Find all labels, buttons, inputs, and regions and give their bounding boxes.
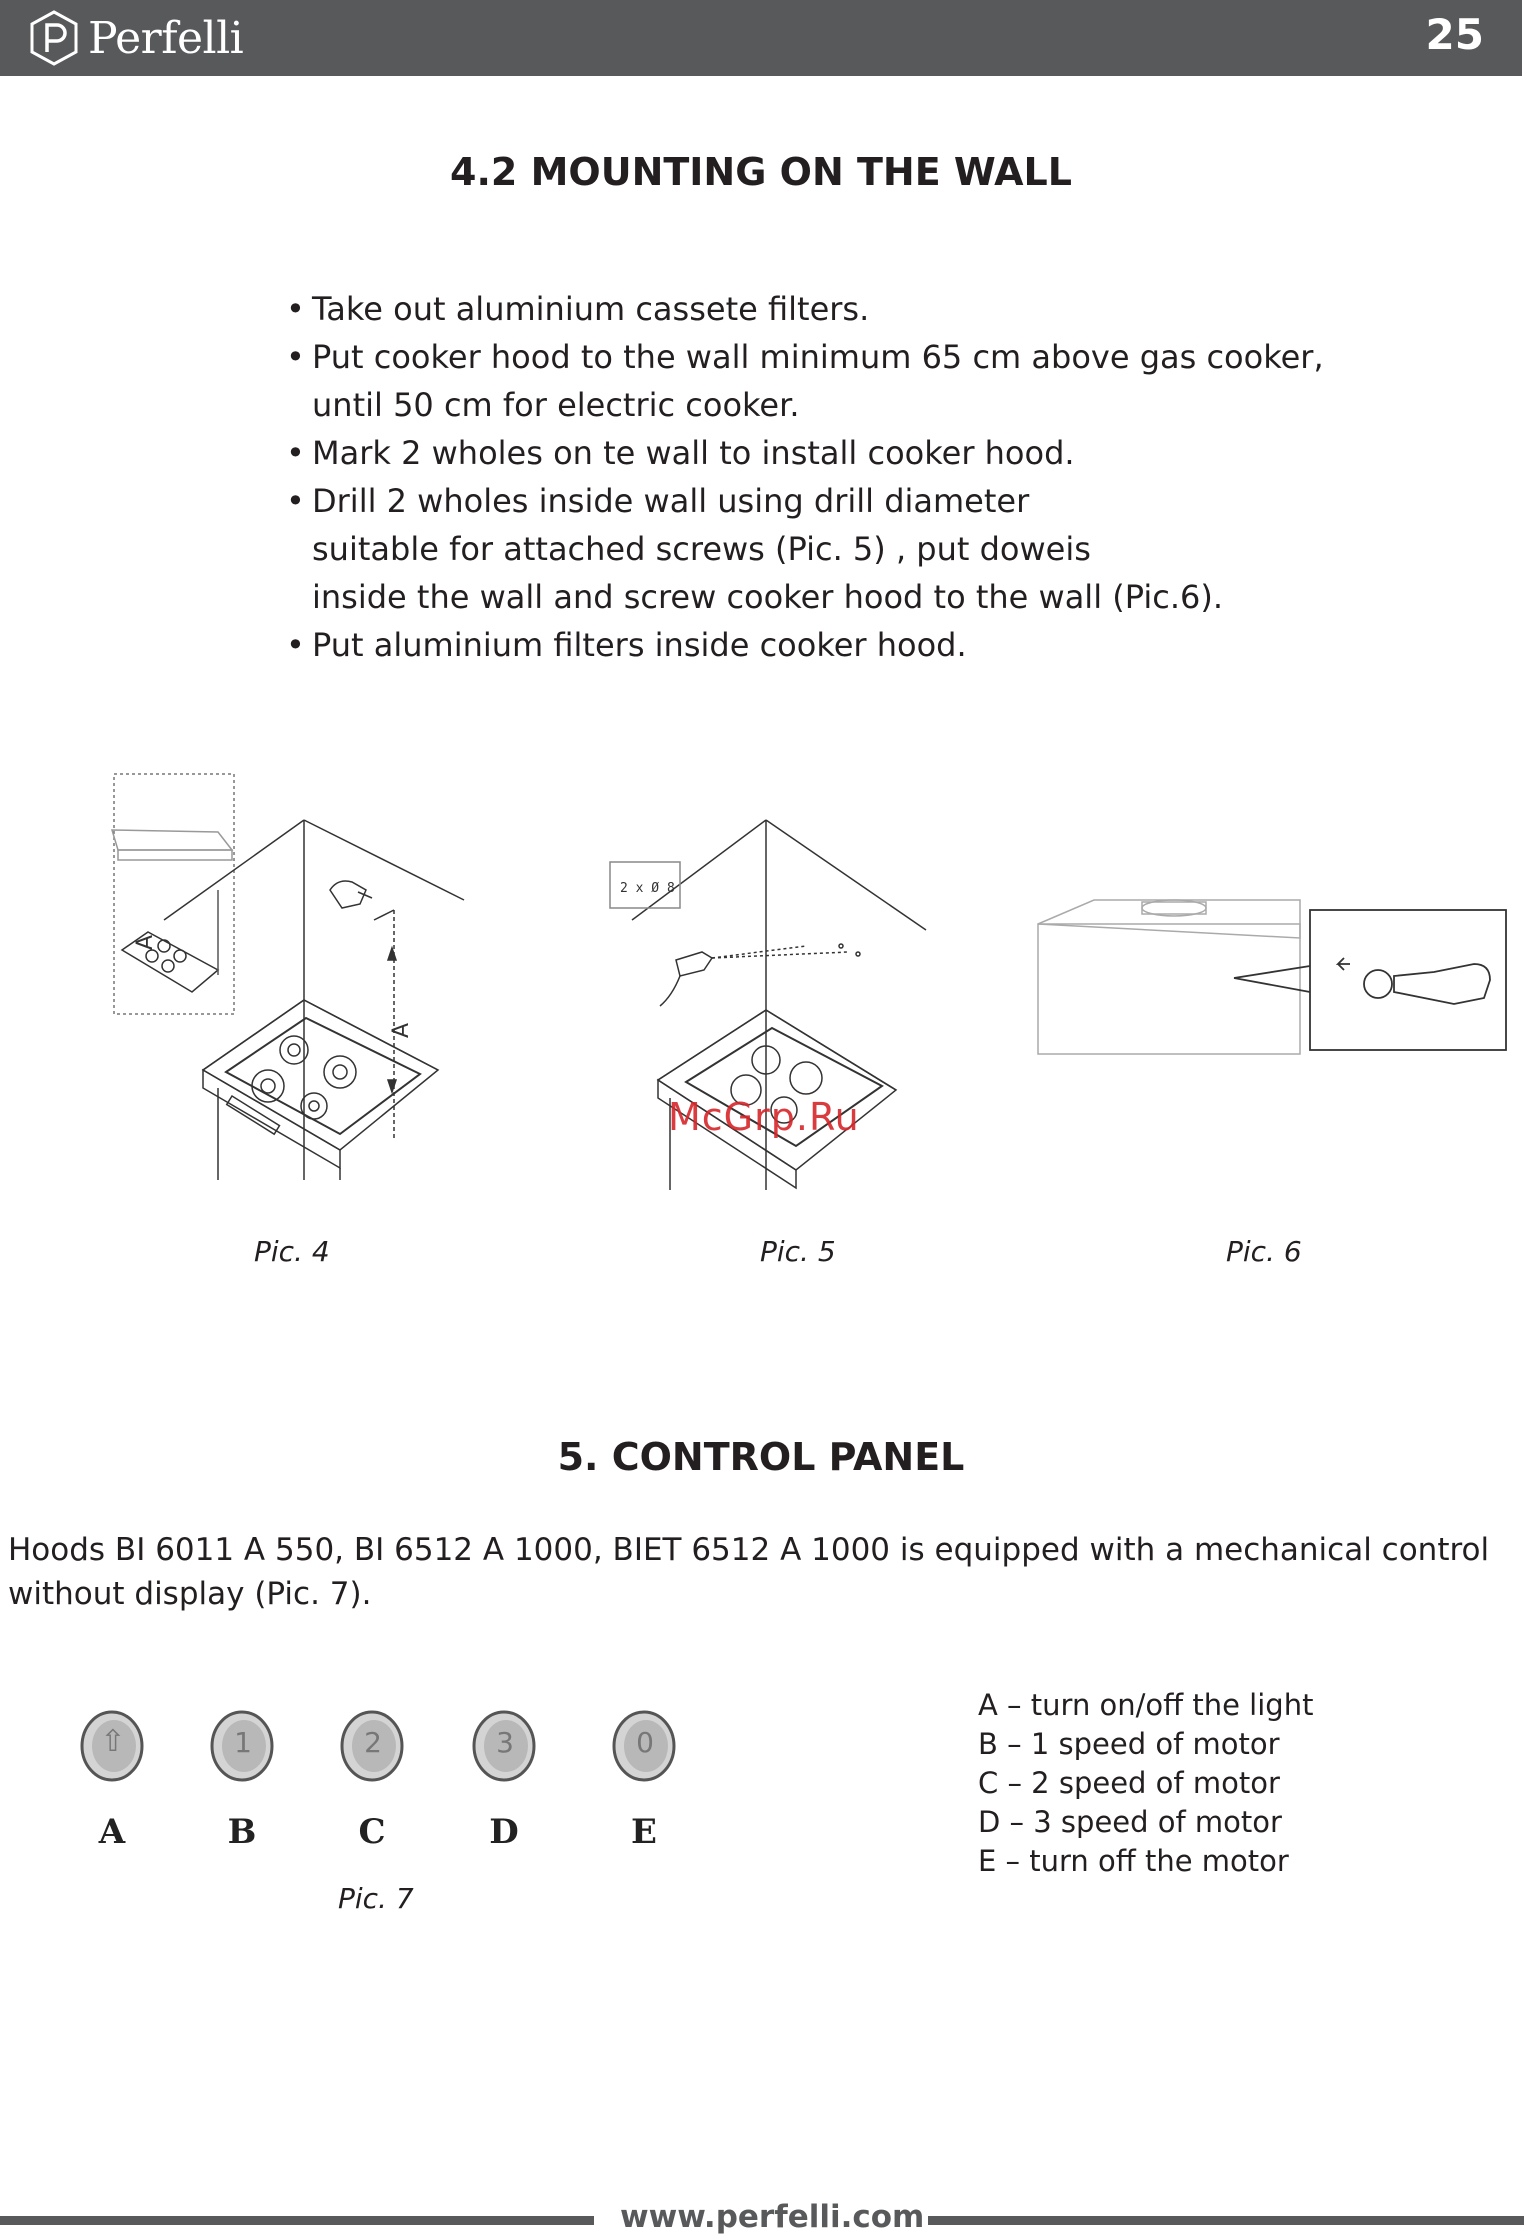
watermark: McGrp.Ru bbox=[668, 1095, 860, 1139]
step-line: • Take out aluminium cassete filters. bbox=[312, 290, 870, 328]
pic6-illustration bbox=[1034, 888, 1514, 1058]
pic5-caption: Pic. 5 bbox=[760, 1235, 836, 1268]
list-item bbox=[286, 333, 1466, 429]
dimension-label: A bbox=[133, 934, 158, 950]
list-item bbox=[286, 429, 1466, 477]
drill-size-label: 2 x Ø 8 bbox=[620, 881, 675, 896]
footer-rule-right bbox=[928, 2216, 1524, 2225]
step-line: • Put cooker hood to the wall minimum 65 cm above gas cooker, bbox=[312, 338, 1324, 376]
brand bbox=[28, 8, 243, 68]
control-panel-intro: Hoods BI 6011 A 550, BI 6512 A 1000, BIET 6512 A 1000 is equipped with a mechanical control without display (Pic. 7). bbox=[8, 1532, 1490, 1612]
step-line: • Put aluminium filters inside cooker hood. bbox=[312, 626, 967, 664]
button-symbol: ⇧ bbox=[100, 1724, 126, 1759]
off-icon bbox=[612, 1710, 676, 1852]
pic7-control-buttons bbox=[74, 1710, 714, 1850]
button-letter: C bbox=[358, 1812, 386, 1852]
speed-2-icon bbox=[340, 1710, 404, 1852]
speed-1-icon bbox=[210, 1710, 274, 1852]
footer-rule-left bbox=[0, 2216, 594, 2225]
button-symbol: 0 bbox=[636, 1726, 654, 1759]
list-item bbox=[286, 285, 1466, 333]
button-letter: E bbox=[631, 1812, 657, 1852]
pic7-caption: Pic. 7 bbox=[338, 1882, 414, 1915]
page-header bbox=[0, 0, 1522, 76]
pic5-illustration bbox=[596, 810, 936, 1200]
list-item bbox=[286, 621, 1466, 669]
pic6-caption: Pic. 6 bbox=[1226, 1235, 1302, 1268]
speed-3-icon bbox=[472, 1710, 536, 1852]
pic4-illustration bbox=[108, 770, 478, 1190]
light-icon bbox=[80, 1710, 144, 1852]
dimension-label: A bbox=[389, 1022, 414, 1038]
step-line: until 50 cm for electric cooker. bbox=[312, 386, 800, 424]
step-line: • Drill 2 wholes inside wall using drill diameter bbox=[312, 482, 1030, 520]
list-item: B – 1 speed of motor bbox=[978, 1727, 1280, 1761]
button-letter: D bbox=[489, 1812, 519, 1852]
list-item: D – 3 speed of motor bbox=[978, 1805, 1282, 1839]
step-line: suitable for attached screws (Pic. 5) , put doweis bbox=[312, 530, 1091, 568]
section-title-mounting: 4.2 MOUNTING ON THE WALL bbox=[450, 150, 1072, 194]
button-legend bbox=[978, 1686, 1313, 1881]
step-line: • Mark 2 wholes on te wall to install cooker hood. bbox=[312, 434, 1075, 472]
footer-url[interactable]: www.perfelli.com bbox=[620, 2199, 925, 2235]
button-symbol: 3 bbox=[496, 1726, 514, 1759]
brand-name: Perfelli bbox=[88, 12, 244, 64]
list-item bbox=[286, 477, 1466, 621]
button-letter: B bbox=[227, 1812, 257, 1852]
button-symbol: 2 bbox=[364, 1726, 382, 1759]
list-item: C – 2 speed of motor bbox=[978, 1766, 1280, 1800]
step-line: inside the wall and screw cooker hood to the wall (Pic.6). bbox=[312, 578, 1223, 616]
mounting-steps bbox=[286, 285, 1466, 669]
list-item: A – turn on/off the light bbox=[978, 1688, 1314, 1722]
pic4-caption: Pic. 4 bbox=[254, 1235, 330, 1268]
button-symbol: 1 bbox=[234, 1726, 252, 1759]
button-letter: A bbox=[98, 1812, 126, 1852]
page-number: 25 bbox=[1425, 10, 1484, 59]
perfelli-logo-icon bbox=[28, 10, 80, 66]
section-title-control-panel: 5. CONTROL PANEL bbox=[557, 1435, 965, 1479]
list-item: E – turn off the motor bbox=[978, 1844, 1289, 1878]
